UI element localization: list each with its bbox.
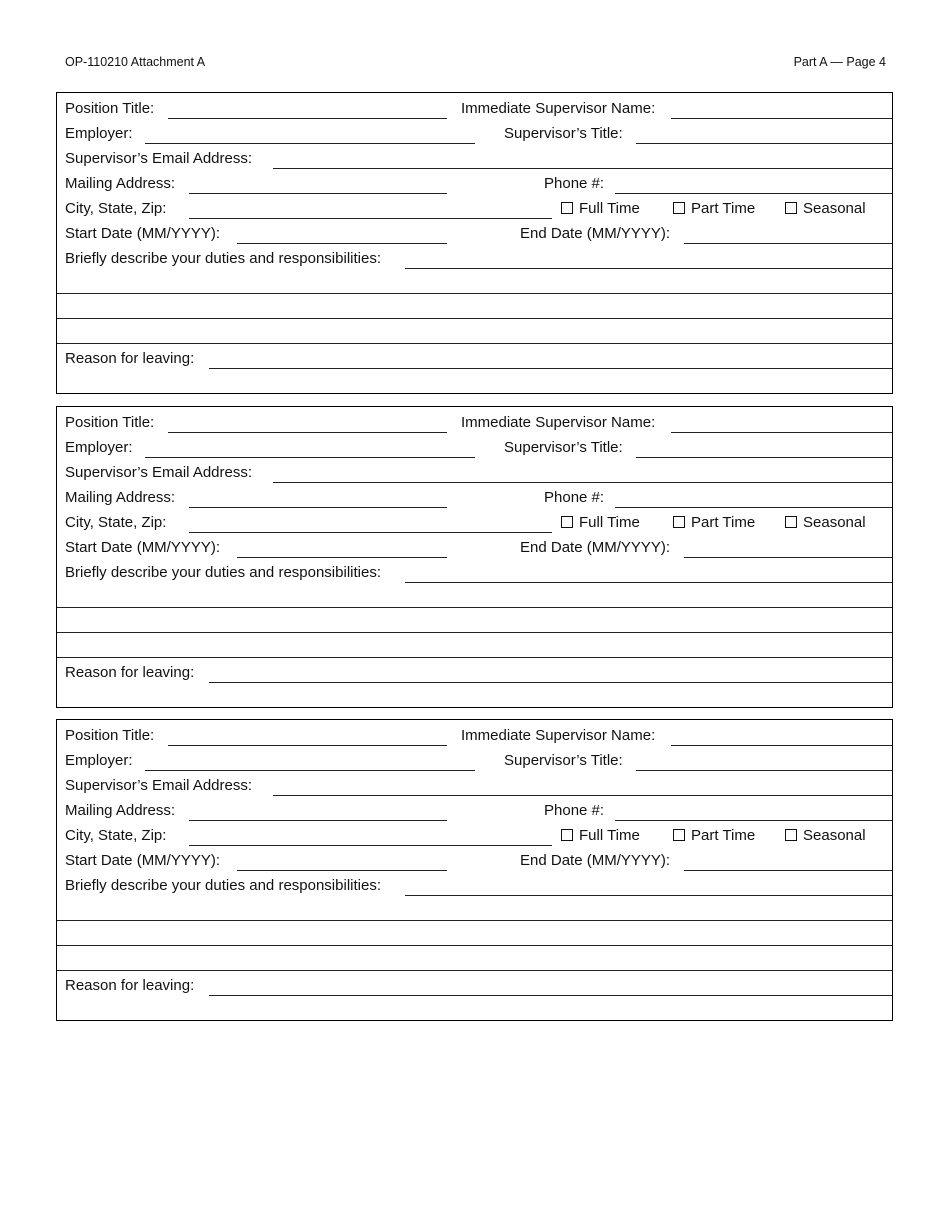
- seasonal-checkbox[interactable]: [785, 200, 866, 218]
- employer-field[interactable]: [145, 143, 475, 144]
- supervisor-title-label: Supervisor’s Title:: [504, 125, 623, 142]
- full-time-checkbox[interactable]: [561, 827, 640, 845]
- mailing-address-field[interactable]: [189, 193, 447, 194]
- position-title-label: Position Title:: [65, 100, 155, 117]
- duties-line-3[interactable]: [57, 945, 892, 946]
- start-date-label: Start Date (MM/YYYY):: [65, 225, 221, 242]
- phone-field[interactable]: [615, 193, 892, 194]
- position-title-field[interactable]: [168, 745, 447, 746]
- duties-label: Briefly describe your duties and responsibilities:: [65, 250, 381, 267]
- mailing-address-field[interactable]: [189, 507, 447, 508]
- employment-entry-1: [56, 92, 893, 394]
- employment-entry-2: [56, 406, 893, 708]
- employer-field[interactable]: [145, 457, 475, 458]
- mailing-address-field[interactable]: [189, 820, 447, 821]
- phone-label: Phone #:: [544, 802, 605, 819]
- city-state-zip-label: City, State, Zip:: [65, 514, 167, 531]
- employer-label: Employer:: [65, 752, 133, 769]
- end-date-field[interactable]: [684, 243, 892, 244]
- duties-line-4[interactable]: [57, 657, 892, 658]
- end-date-label: End Date (MM/YYYY):: [520, 852, 671, 869]
- reason-leaving-label: Reason for leaving:: [65, 977, 195, 994]
- supervisor-name-label: Immediate Supervisor Name:: [461, 727, 656, 744]
- document-id: OP-110210 Attachment A: [65, 55, 206, 69]
- supervisor-name-label: Immediate Supervisor Name:: [461, 100, 656, 117]
- supervisor-email-label: Supervisor’s Email Address:: [65, 150, 253, 167]
- reason-leaving-field[interactable]: [209, 995, 892, 996]
- reason-leaving-field[interactable]: [209, 682, 892, 683]
- checkbox-icon: [561, 516, 573, 528]
- supervisor-title-label: Supervisor’s Title:: [504, 439, 623, 456]
- reason-leaving-label: Reason for leaving:: [65, 664, 195, 681]
- duties-line-4[interactable]: [57, 970, 892, 971]
- end-date-label: End Date (MM/YYYY):: [520, 225, 671, 242]
- checkbox-icon: [561, 829, 573, 841]
- employer-label: Employer:: [65, 125, 133, 142]
- duties-line-4[interactable]: [57, 343, 892, 344]
- supervisor-title-field[interactable]: [636, 770, 892, 771]
- checkbox-icon: [785, 516, 797, 528]
- page-number: Part A — Page 4: [793, 55, 886, 69]
- seasonal-label: Seasonal: [803, 200, 866, 217]
- phone-label: Phone #:: [544, 489, 605, 506]
- end-date-field[interactable]: [684, 870, 892, 871]
- supervisor-name-field[interactable]: [671, 745, 892, 746]
- mailing-address-label: Mailing Address:: [65, 802, 176, 819]
- full-time-label: Full Time: [579, 827, 640, 844]
- part-time-checkbox[interactable]: [673, 514, 755, 532]
- supervisor-email-field[interactable]: [273, 482, 892, 483]
- part-time-checkbox[interactable]: [673, 200, 755, 218]
- supervisor-title-field[interactable]: [636, 457, 892, 458]
- supervisor-email-field[interactable]: [273, 795, 892, 796]
- part-time-label: Part Time: [691, 514, 756, 531]
- supervisor-email-label: Supervisor’s Email Address:: [65, 464, 253, 481]
- supervisor-name-field[interactable]: [671, 432, 892, 433]
- duties-field[interactable]: [405, 895, 892, 896]
- city-state-zip-field[interactable]: [189, 845, 552, 846]
- seasonal-label: Seasonal: [803, 514, 866, 531]
- duties-label: Briefly describe your duties and responsibilities:: [65, 564, 381, 581]
- page-header: [65, 55, 886, 71]
- full-time-checkbox[interactable]: [561, 200, 640, 218]
- duties-line-2[interactable]: [57, 293, 892, 294]
- phone-field[interactable]: [615, 820, 892, 821]
- duties-field[interactable]: [405, 582, 892, 583]
- checkbox-icon: [561, 202, 573, 214]
- end-date-label: End Date (MM/YYYY):: [520, 539, 671, 556]
- phone-label: Phone #:: [544, 175, 605, 192]
- checkbox-icon: [673, 202, 685, 214]
- start-date-field[interactable]: [237, 243, 447, 244]
- mailing-address-label: Mailing Address:: [65, 489, 176, 506]
- city-state-zip-field[interactable]: [189, 218, 552, 219]
- start-date-label: Start Date (MM/YYYY):: [65, 852, 221, 869]
- duties-line-3[interactable]: [57, 318, 892, 319]
- full-time-checkbox[interactable]: [561, 514, 640, 532]
- duties-field[interactable]: [405, 268, 892, 269]
- position-title-label: Position Title:: [65, 727, 155, 744]
- phone-field[interactable]: [615, 507, 892, 508]
- employment-entry-3: [56, 719, 893, 1021]
- seasonal-label: Seasonal: [803, 827, 866, 844]
- part-time-checkbox[interactable]: [673, 827, 755, 845]
- city-state-zip-label: City, State, Zip:: [65, 827, 167, 844]
- duties-line-3[interactable]: [57, 632, 892, 633]
- seasonal-checkbox[interactable]: [785, 514, 866, 532]
- position-title-label: Position Title:: [65, 414, 155, 431]
- full-time-label: Full Time: [579, 514, 640, 531]
- position-title-field[interactable]: [168, 432, 447, 433]
- seasonal-checkbox[interactable]: [785, 827, 866, 845]
- start-date-label: Start Date (MM/YYYY):: [65, 539, 221, 556]
- duties-label: Briefly describe your duties and responsibilities:: [65, 877, 381, 894]
- full-time-label: Full Time: [579, 200, 640, 217]
- supervisor-name-label: Immediate Supervisor Name:: [461, 414, 656, 431]
- supervisor-email-field[interactable]: [273, 168, 892, 169]
- start-date-field[interactable]: [237, 870, 447, 871]
- supervisor-email-label: Supervisor’s Email Address:: [65, 777, 253, 794]
- part-time-label: Part Time: [691, 200, 756, 217]
- city-state-zip-field[interactable]: [189, 532, 552, 533]
- end-date-field[interactable]: [684, 557, 892, 558]
- checkbox-icon: [673, 829, 685, 841]
- checkbox-icon: [785, 202, 797, 214]
- city-state-zip-label: City, State, Zip:: [65, 200, 167, 217]
- supervisor-title-label: Supervisor’s Title:: [504, 752, 623, 769]
- reason-leaving-field[interactable]: [209, 368, 892, 369]
- reason-leaving-label: Reason for leaving:: [65, 350, 195, 367]
- start-date-field[interactable]: [237, 557, 447, 558]
- mailing-address-label: Mailing Address:: [65, 175, 176, 192]
- position-title-field[interactable]: [168, 118, 447, 119]
- checkbox-icon: [785, 829, 797, 841]
- supervisor-title-field[interactable]: [636, 143, 892, 144]
- supervisor-name-field[interactable]: [671, 118, 892, 119]
- employer-field[interactable]: [145, 770, 475, 771]
- duties-line-2[interactable]: [57, 607, 892, 608]
- duties-line-2[interactable]: [57, 920, 892, 921]
- checkbox-icon: [673, 516, 685, 528]
- employer-label: Employer:: [65, 439, 133, 456]
- part-time-label: Part Time: [691, 827, 756, 844]
